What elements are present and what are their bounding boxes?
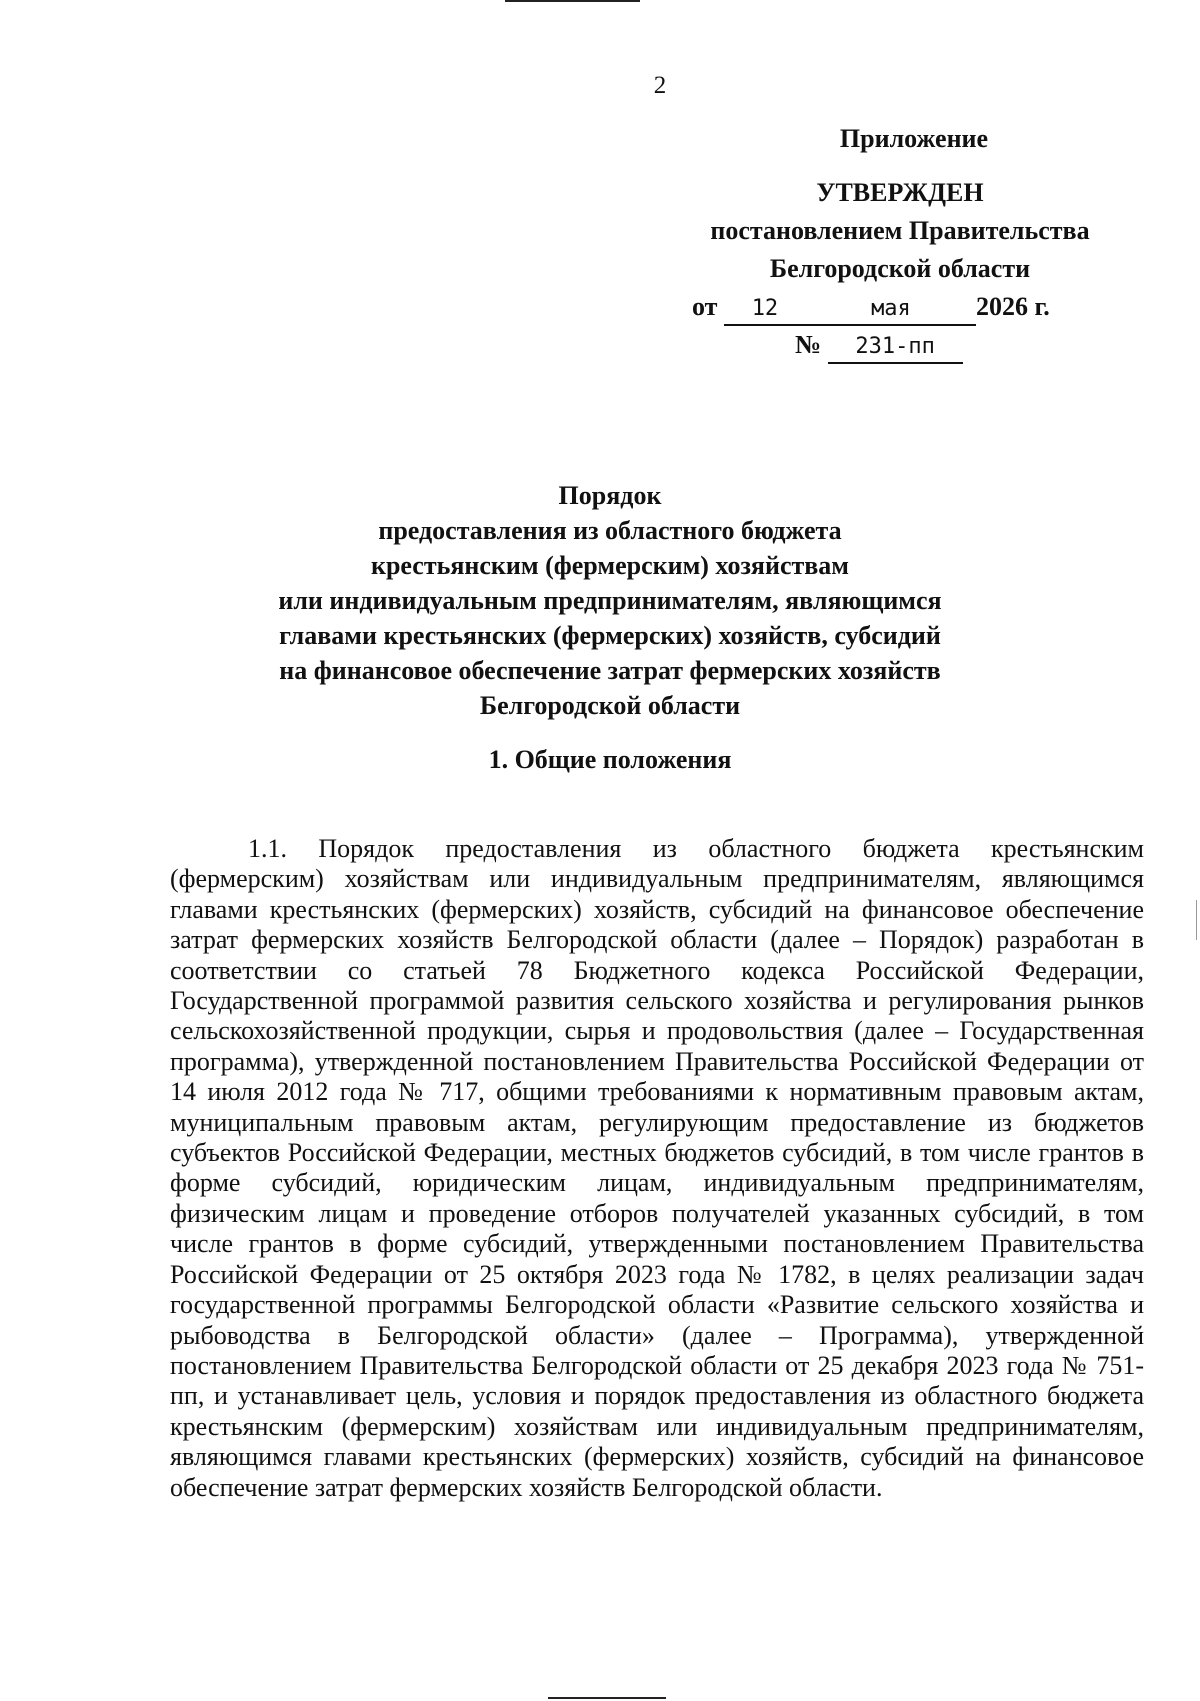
appendix-label: Приложение [839, 124, 989, 153]
date-line [692, 288, 1120, 326]
title-line: крестьянским (фермерским) хозяйствам [370, 551, 850, 580]
bottom-scan-line [548, 1697, 666, 1699]
title-line: предоставления из областного бюджета [378, 516, 842, 545]
number-line [795, 326, 1120, 364]
paragraph-1-1: 1.1. Порядок предоставления из областного бюджета крестьянским (фермерским) хозяйствам или индивидуальным предпринимателям, являющимся главами крестьянских (фермерских) хозяйств, субсидий на финансовое обеспечение затрат фермерских хозяйств Белгородской области (далее – Порядок) разработан в соответствии со статьей 78 Бюджетного кодекса Российской Федерации, Государственной программой развития сельского хозяйства и регулирования рынков сельскохозяйственной продукции, сырья и продовольствия (далее – Государственная программа), утвержденной постановлением Правительства Российской Федерации от 14 июля 2012 года № 717, общими требованиями к нормативным правовым актам, муниципальным правовым актам, регулирующим предоставление из бюджетов субъектов Российской Федерации, местных бюджетов субсидий, в том числе грантов в форме субсидий, юридическим лицам, индивидуальным предпринимателям, физическим лицам и проведение отборов получателей указанных субсидий, в том числе грантов в форме субсидий, утвержденными постановлением Правительства Российской Федерации от 25 октября 2023 года № 1782, в целях реализации задач государственной программы Белгородской области «Развитие сельского хозяйства и рыбоводства в Белгородской области» (далее – Программа), утвержденной постановлением Правительства Белгородской области от 25 декабря 2023 года № 751-пп, и устанавливает цель, условия и порядок предоставления из областного бюджета крестьянским (фермерским) хозяйствам или индивидуальным предпринимателям, являющимся главами крестьянских (фермерских) хозяйств, субсидий на финансовое обеспечение затрат фермерских хозяйств Белгородской области. [170, 834, 1144, 1502]
title-line: на финансовое обеспечение затрат фермерских хозяйств [279, 656, 941, 685]
approval-block [680, 120, 1120, 364]
region-label: Белгородской области [769, 254, 1031, 283]
date-prefix: от [692, 292, 718, 321]
title-line: или индивидуальным предпринимателям, являющимся [278, 586, 942, 615]
document-title [200, 478, 1020, 723]
approved-label: УТВЕРЖДЕН [816, 178, 984, 207]
page-number: 2 [653, 72, 667, 99]
title-line: Порядок [558, 481, 662, 510]
section-heading: 1. Общие положения [488, 745, 732, 774]
date-day: 12 [724, 294, 806, 326]
date-year: 2026 г. [975, 292, 1050, 321]
title-line: главами крестьянских (фермерских) хозяйств, субсидий [279, 621, 941, 650]
number-prefix: № [795, 330, 822, 359]
title-line: Белгородской области [479, 691, 741, 720]
number-value: 231-пп [828, 332, 963, 364]
date-month: мая [806, 294, 976, 326]
resolution-label: постановлением Правительства [710, 216, 1090, 245]
top-scan-line [505, 0, 640, 2]
right-margin-mark [1196, 900, 1197, 940]
